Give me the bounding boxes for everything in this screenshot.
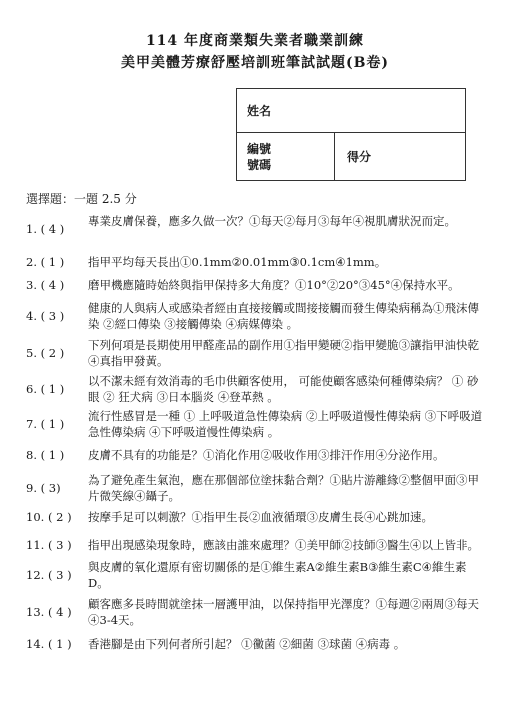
exam-title-line2: 美甲美體芳療舒壓培訓班筆試試題(B卷)	[120, 55, 390, 71]
question-number-answer: 9. ( 3)	[26, 481, 61, 495]
question-text: 專業皮膚保養，應多久做一次？①每天②每月③每年④視肌膚狀況而定。	[88, 214, 456, 228]
question-number-answer: 8. ( 1 )	[26, 448, 65, 462]
question-text: 與皮膚的氧化還原有密切關係的是①維生素A②維生素B③維生素C④維生素D。	[88, 560, 467, 590]
exam-title-line1: 114 年度商業類失業者職業訓練	[145, 33, 365, 49]
section-label: 選擇題：一題 2.5 分	[26, 192, 137, 206]
question-number-answer: 3. ( 4 )	[26, 278, 65, 292]
id-field	[237, 133, 335, 181]
question-text: 健康的人與病人或感染者經由直接接觸或間接接觸而發生傳染病稱為①飛沫傳染 ②經口傳染 ③接觸傳染 ④病媒傳染 。	[88, 301, 479, 331]
question-text: 指甲平均每天長出①0.1mm②0.01mm③0.1cm④1mm。	[88, 255, 387, 269]
question-text: 按摩手足可以刺激？①指甲生長②血液循環③皮膚生長④心跳加速。	[88, 510, 433, 524]
question-text: 流行性感冒是一種 ① 上呼吸道急性傳染病 ②上呼吸道慢性傳染病 ③下呼吸道急性傳染病 ④下呼吸道慢性傳染病 。	[88, 409, 483, 439]
question-text: 皮膚不具有的功能是？①消化作用②吸收作用③排汗作用④分泌作用。	[88, 448, 445, 462]
question-number-answer: 1. ( 4 )	[26, 222, 65, 236]
question-text: 下列何項是長期使用甲醛產品的副作用①指甲變硬②指甲變脆③讓指甲油快乾④真指甲發黃。	[88, 338, 479, 368]
id-label-line2: 號碼	[247, 157, 272, 172]
question-number-answer: 2. ( 1 )	[26, 255, 65, 269]
question-text: 為了避免產生氣泡，應在那個部位塗抹黏合劑？①貼片游離緣②整個甲面③甲片微笑線④鑷子。	[88, 473, 479, 503]
question-number-answer: 14. ( 1 )	[26, 637, 72, 651]
question-text: 香港腳是由下列何者所引起？ ①黴菌 ②細菌 ③球菌 ④病毒 。	[88, 637, 406, 651]
name-label: 姓名	[247, 103, 272, 118]
question-text: 指甲出現感染現象時，應該由誰來處理？①美甲師②技師③醫生④以上皆非。	[88, 538, 479, 552]
student-info-box	[236, 88, 466, 181]
question-number-answer: 7. ( 1 )	[26, 417, 65, 431]
question-number-answer: 12. ( 3 )	[26, 568, 72, 582]
question-text: 磨甲機應隨時始終與指甲保持多大角度？①10°②20°③45°④保持水平。	[88, 278, 460, 292]
id-label-line1: 編號	[247, 141, 272, 156]
question-number-answer: 6. ( 1 )	[26, 382, 65, 396]
score-value-cell	[383, 133, 466, 181]
question-number-answer: 4. ( 3 )	[26, 309, 65, 323]
question-number-answer: 11. ( 3 )	[26, 538, 72, 552]
name-field	[237, 89, 466, 133]
question-text: 以不潔未經有效消毒的毛巾供顧客使用， 可能使顧客感染何種傳染病？ ① 砂眼 ② 狂犬病 ③日本腦炎 ④登革熱 。	[88, 374, 479, 404]
question-text: 顧客應多長時間就塗抹一層護甲油，以保持指甲光澤度？①每週②兩周③每天 ④3-4天。	[88, 597, 479, 627]
score-label: 得分	[335, 133, 384, 181]
question-number-answer: 13. ( 4 )	[26, 605, 72, 619]
question-number-answer: 10. ( 2 )	[26, 510, 72, 524]
question-number-answer: 5. ( 2 )	[26, 346, 65, 360]
